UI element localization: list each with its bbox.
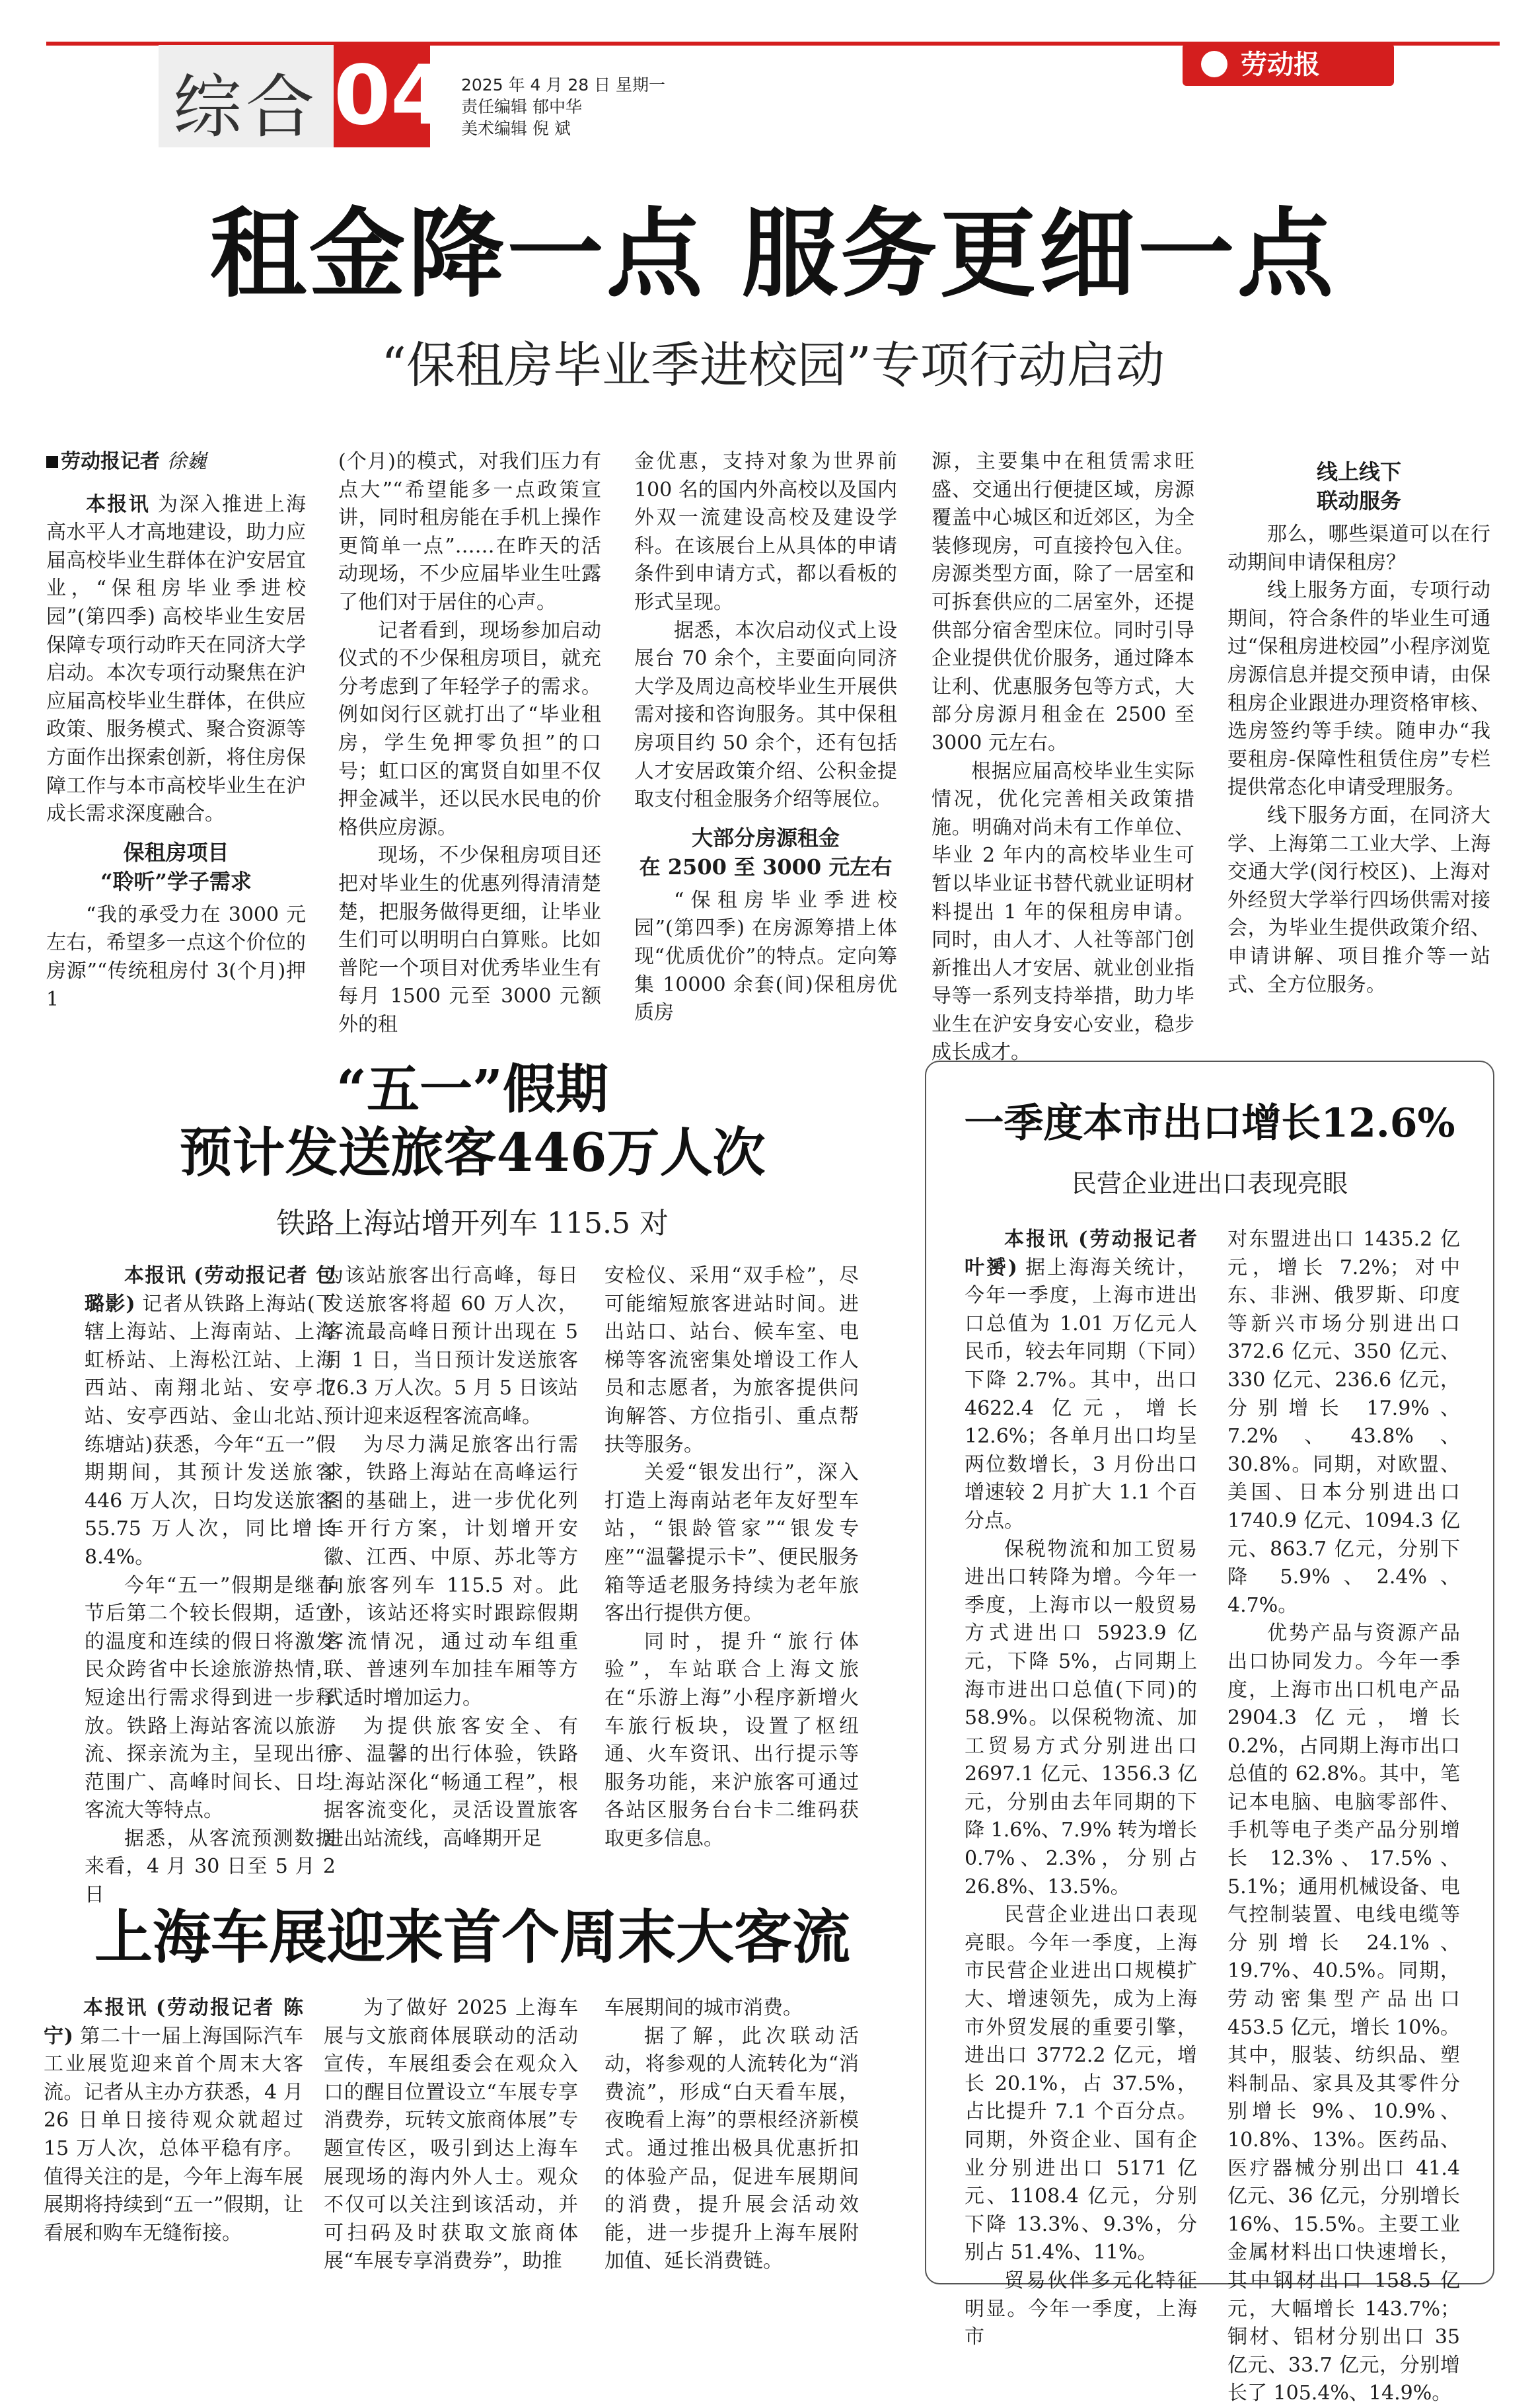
newspaper-logo [1183,44,1394,86]
paper-name: 劳动报 [1241,50,1320,80]
article1-paragraph: 线下服务方面，在同济大学、上海第二工业大学、上海交通大学(闵行校区)、上海对外经贸大学举行四场供需对接会，为毕业生提供政策介绍、申请讲解、项目推介等一站式、全方位服务。 [1227,804,1490,997]
article4-paragraph: 优势产品与资源产品出口协同发力。今年一季度，上海市出口机电产品 2904.3 亿元，增长 0.2%，占同期上海市出口总值的 62.8%。其中，笔记本电脑、电脑零部件、手机等电子类产品分别增长 12.3%、17.5%、5.1%；通用机械设备、电气控制装置、电线电缆等分别增长 24.1%、19.7%、40.5%。同期，劳动密集型产品出口 453.5 亿元，增长 10%。其中，服装、纺织品、塑料制品、家具及其零件分别增长 9%、10.9%、10.8%、13%。医药品、医疗器械分别出口 41.4 亿元、36 亿元，分别增长 16%、15.5%。主要工业金属材料出口快速增长，其中钢材出口 158.5 亿元，大幅增长 143.7%；铜材、铝材分别出口 35 亿元、33.7 亿元，分别增长了 105.4%、14.9%。 [1227,1622,1460,2405]
article4-title: 一季度本市出口增长12.6% [964,1100,1455,1147]
article1-paragraph: 源，主要集中在租赁需求旺盛、交通出行便捷区域，房源覆盖中心城区和近郊区，为全装修现房，可直接拎包入住。房源类型方面，除了一居室和可拆套供应的二居室外，还提供部分宿舍型床位。同时引导企业提供优价服务，通过降本让利、优惠服务包等方式，大部分房源月租金在 2500 至 3000 元左右。 [932,450,1194,755]
article2-paragraph: 为该站旅客出行高峰，每日发送旅客将超 60 万人次，客流最高峰日预计出现在 5 月 1 日，当日预计发送旅客 76.3 万人次。5 月 5 日该站预计迎来返程客流高峰。 [324,1264,578,1428]
article1-col1 [46,448,306,1014]
article3-paragraph: 车展期间的城市消费。 [604,1996,803,2019]
article2-title-line2: 预计发送旅客446万人次 [179,1121,766,1184]
article2-paragraph: 本报讯 (劳动报记者 包璐影) 记者从铁路上海站(下辖上海站、上海南站、上海虹桥站、上海松江站、上海西站、南翔北站、安亭北站、安亭西站、金山北站、练塘站)获悉，今年“五一”假期期间，其预计发送旅客 446 万人次，日均发送旅客 55.75 万人次，同比增长 8.4%。 [85,1264,336,1569]
article1-paragraph: 金优惠，支持对象为世界前 100 名的国内外高校以及国内外双一流建设高校及建设学科。在该展台上从具体的申请条件到申请方式，都以看板的形式呈现。 [634,450,897,614]
article1-byline: 劳动报记者 徐巍 [46,448,306,476]
article1-paragraph: 据悉，本次启动仪式上设展台 70 余个，主要面向同济大学及周边高校毕业生开展供需对接和咨询服务。其中保租房项目约 50 余个，还有包括人才安居政策介绍、公积金提取支付租金服务介绍等展位。 [634,619,897,811]
article2-paragraph: 关爱“银发出行”，深入打造上海南站老年友好型车站，“银龄管家”“银发专座”“温馨提示卡”、便民服务箱等适老服务持续为老年旅客出行提供方便。 [604,1461,859,1626]
article4-col1 [965,1226,1197,2352]
article4-paragraph: 对东盟进出口 1435.2 亿元，增长 7.2%；对中东、非洲、俄罗斯、印度等新兴市场分别进出口 372.6 亿元、350 亿元、330 亿元、236.6 亿元，分别增长 17.9%、7.2%、43.8%、30.8%。同期，对欧盟、美国、日本分别进出口 1740.9 亿元、1094.3 亿元、863.7 亿元，分别下降 5.9%、2.4%、4.7%。 [1227,1228,1460,1617]
article1-paragraph: 现场，不少保租房项目还把对毕业生的优惠列得清清楚楚，把服务做得更细，让毕业生们可以明明白白算账。比如普陀一个项目对优秀毕业生有每月 1500 元至 3000 元额外的租 [338,844,601,1036]
article1-col5 [1227,457,1490,999]
edition-meta [461,74,665,139]
article2-col2 [324,1262,578,1853]
article1-paragraph: 根据应届高校毕业生实际情况，优化完善相关政策措施。明确对尚未有工作单位、毕业 2 年内的高校毕业生可暂以毕业证书替代就业证明材料提出 1 年的保租房申请。同时，由人才、人社等部门创新推出人才安居、就业创业指导等一系列支持举措，助力毕业生在沪安身安心安业，稳步成长成才。 [932,759,1194,1065]
article1-subheading-2: 大部分房源租金 在 2500 至 3000 元左右 [639,825,893,880]
article1-col3 [634,448,897,1028]
page-number: 04 [334,45,430,147]
editor-line: 责任编辑 郁中华 [461,97,582,116]
article1-subheading-1: 保租房项目 “聆听”学子需求 [100,839,252,894]
article3-paragraph: 本报讯 (劳动报记者 陈宁) 第二十一届上海国际汽车工业展览迎来首个周末大客流。记者从主办方获悉，4 月 26 日单日接待观众就超过 15 万人次，总体平稳有序。值得关注的是，今年上海车展展期将持续到“五一”假期，让看展和购车无缝衔接。 [44,1996,303,2245]
article2-paragraph: 同时，提升“旅行体验”，车站联合上海文旅在“乐游上海”小程序新增火车旅行板块，设置了枢纽通、火车资讯、出行提示等服务功能，来沪旅客可通过各站区服务台台卡二维码获取更多信息。 [604,1630,859,1850]
article4-col2 [1227,1226,1460,2408]
article3-col2 [324,1994,578,2276]
article1-paragraph: 线上服务方面，专项行动期间，符合条件的毕业生可通过“保租房进校园”小程序浏览房源信息并提交预申请，由保租房企业跟进办理资格审核、选房签约等手续。随申办“我要租房-保障性租赁住房”专栏提供常态化申请受理服务。 [1227,579,1490,800]
article1-subtitle: “保租房毕业季进校园”专项行动启动 [381,337,1165,394]
article2-title-line1: “五一”假期 [336,1058,609,1120]
article4-paragraph: 贸易伙伴多元化特征明显。今年一季度，上海市 [965,2269,1197,2349]
article4-paragraph: 本报讯 (劳动报记者 叶赟) 据上海海关统计，今年一季度，上海市进出口总值为 1.01 万亿元人民币，较去年同期（下同）下降 2.7%。其中，出口 4622.4 亿元，增长 12.6%；各单月出口均呈两位数增长，3 月份出口增速较 2 月扩大 1.1 个百分点。 [965,1228,1198,1532]
article4-paragraph: 民营企业进出口表现亮眼。今年一季度，上海市民营企业进出口规模扩大、增速领先，成为上海市外贸发展的重要引擎，进出口 3772.2 亿元，增长 20.1%，占 37.5%，占比提升 7.1 个百分点。同期，外资企业、国有企业分别进出口 5171 亿元、1108.4 亿元，分别下降 13.3%、9.3%，分别占 51.4%、11%。 [965,1903,1197,2265]
article1-paragraph: “保租房毕业季进校园”(第四季) 在房源筹措上体现“优质优价”的特点。定向筹集 10000 余套(间)保租房优质房 [634,888,897,1025]
article1-title: 租金降一点 服务更细一点 [209,198,1336,311]
article4-subtitle: 民营企业进出口表现亮眼 [1071,1169,1348,1198]
article4-paragraph: 保税物流和加工贸易进出口转降为增。今年一季度，上海市以一般贸易方式进出口 5923.9 亿元，下降 5%，占同期上海市进出口总值(下同)的 58.9%。以保税物流、加工贸易方式分别进出口 2697.1 亿元、1356.3 亿元，分别由去年同期的下降 1.6%、7.9% 转为增长 0.7%、2.3%，分别占 26.8%、13.5%。 [965,1537,1197,1899]
article1-col4 [932,448,1194,1067]
article1-paragraph: (个月)的模式，对我们压力有点大”“希望能多一点政策宣讲，同时租房能在手机上操作更简单一点”……在昨天的活动现场，不少应届毕业生吐露了他们对于居住的心声。 [338,450,601,614]
article1-paragraph: 记者看到，现场参加启动仪式的不少保租房项目，就充分考虑到了年轻学子的需求。例如闵行区就打出了“毕业租房，学生免押零负担”的口号；虹口区的寓贤自如里不仅押金减半，还以民水民电的价格供应房源。 [338,619,601,839]
article2-paragraph: 安检仪、采用“双手检”，尽可能缩短旅客进站时间。进出站口、站台、候车室、电梯等客流密集处增设工作人员和志愿者，为旅客提供问询解答、方位指引、重点帮扶等服务。 [604,1264,859,1456]
article2-col1 [85,1262,336,1910]
article2-paragraph: 今年“五一”假期是继春节后第二个较长假期，适宜的温度和连续的假日将激发民众跨省中长途旅游热情，短途出行需求得到进一步释放。铁路上海站客流以旅游流、探亲流为主，呈现出行范围广、高峰时间长、日均客流大等特点。 [85,1573,336,1823]
article1-paragraph: “我的承受力在 3000 元左右，希望多一点这个价位的房源”“传统租房付 3(个月)押 1 [46,903,306,1011]
article3-col1 [44,1994,303,2247]
article3-paragraph: 据了解，此次联动活动，将参观的人流转化为“消费流”，形成“白天看车展，夜晚看上海”的票根经济新模式。通过推出极具优惠折扣的体验产品，促进车展期间的消费，提升展会活动效能，进一步提升上海车展附加值、延长消费链。 [604,2024,859,2273]
logo-icon [1201,51,1227,77]
article2-paragraph: 为尽力满足旅客出行需求，铁路上海站在高峰运行图的基础上，进一步优化列车开行方案，计划增开安徽、江西、中原、苏北等方向旅客列车 115.5 对。此外，该站还将实时跟踪假期客流情况，通过动车组重联、普速列车加挂车厢等方式适时增加运力。 [324,1433,578,1710]
article1-col2 [338,448,601,1039]
section-name: 综合 [173,67,319,147]
article3-title: 上海车展迎来首个周末大客流 [94,1902,850,1971]
article2-col3 [604,1262,859,1853]
article1-paragraph: 那么，哪些渠道可以在行动期间申请保租房？ [1227,523,1490,574]
article2-paragraph: 为提供旅客安全、有序、温馨的出行体验，铁路上海站深化“畅通工程”，根据客流变化，灵活设置旅客进出站流线，高峰期开足 [324,1714,578,1850]
article1-subheading-3: 线上线下 联动服务 [1316,459,1401,513]
article2-paragraph: 据悉，从客流预测数据来看，4 月 30 日至 5 月 2 日 [85,1826,336,1907]
article3-paragraph: 为了做好 2025 上海车展与文旅商体展联动的活动宣传，车展组委会在观众入口的醒目位置设立“车展专享消费券，玩转文旅商体展”专题宣传区，吸引到达上海车展现场的海内外人士。观众不仅可以关注到该活动，并可扫码及时获取文旅商体展“车展专享消费券”，助推 [324,1996,578,2273]
article1-paragraph: 本报讯 为深入推进上海高水平人才高地建设，助力应届高校毕业生群体在沪安居宜业，“保租房毕业季进校园”(第四季) 高校毕业生安居保障专项行动昨天在同济大学启动。本次专项行动聚焦在沪应届高校毕业生群体，在供应政策、服务模式、聚合资源等方面作出探索创新，将住房保障工作与本市高校毕业生在沪成长需求深度融合。 [46,492,307,826]
article2-subtitle: 铁路上海站增开列车 115.5 对 [276,1207,669,1240]
date-line: 2025 年 4 月 28 日 星期一 [461,75,666,94]
art-editor-line: 美术编辑 倪 斌 [461,119,571,138]
article2-title [46,1057,898,1184]
article3-col3 [604,1994,859,2276]
